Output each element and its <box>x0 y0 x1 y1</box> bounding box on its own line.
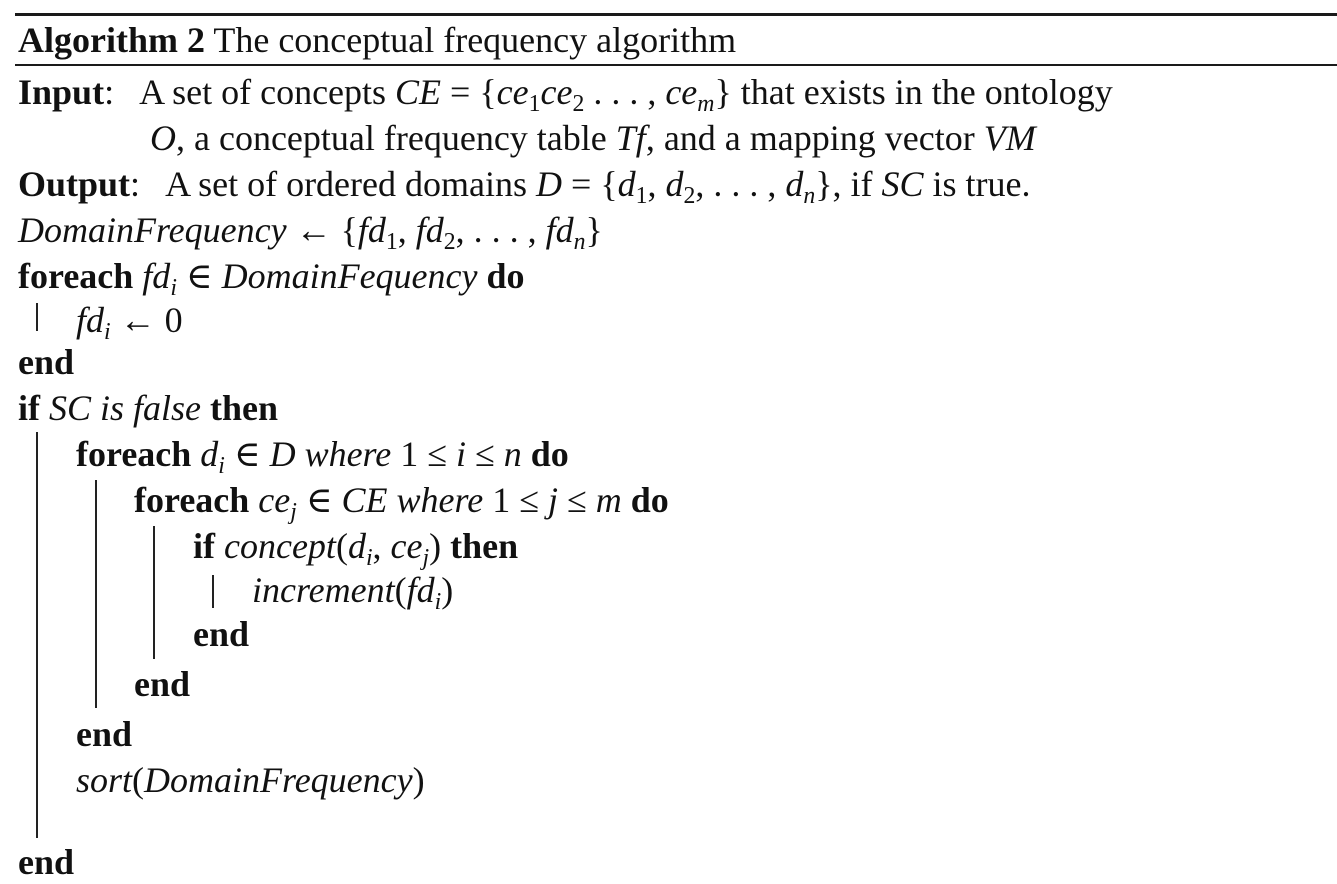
in-symbol: ∈ <box>233 434 261 474</box>
foreach-line-2 <box>76 432 569 480</box>
foreach-line-3 <box>134 478 669 526</box>
sub: i <box>434 589 442 616</box>
input-text-1: , a conceptual frequency table <box>176 118 607 158</box>
sub: m <box>697 91 715 118</box>
ellipsis: , . . . , <box>695 164 786 204</box>
loop-set: DomainFequency <box>221 256 478 296</box>
loop-set: D <box>269 434 296 474</box>
index-var: j <box>547 480 558 520</box>
domain-1: d <box>617 164 636 204</box>
assign-arrow: ← <box>295 210 332 250</box>
brace-close: } <box>815 164 833 204</box>
output-line: Output: A set of ordered domains $D = \{d_1$, $d_2$, . . . , $d_n$}, if SC is true. <box>18 164 1031 210</box>
sub: n <box>803 183 816 210</box>
end-if-2: end <box>193 614 250 654</box>
brace-open: { <box>340 210 358 250</box>
sub: j <box>422 545 430 572</box>
paren-close: ) <box>412 760 425 800</box>
where-text: where <box>304 434 392 474</box>
domain-2: d <box>665 164 684 204</box>
keyword-if: if <box>193 526 215 566</box>
fd-var: fd <box>76 300 105 340</box>
input-keyword: Input <box>18 72 105 112</box>
arg-d: d <box>347 526 366 566</box>
brace-close: } <box>585 210 603 250</box>
in-symbol: ∈ <box>185 256 213 296</box>
sort-line <box>76 758 425 802</box>
equals: = <box>450 72 471 112</box>
keyword-then: then <box>450 526 519 566</box>
block-bar-foreach1 <box>36 303 38 331</box>
concept-fn: concept <box>224 526 336 566</box>
foreach-line-1 <box>18 254 525 302</box>
keyword-do: do <box>630 480 669 520</box>
paren-close: ) <box>429 526 442 566</box>
input-suffix: that exists in the ontology <box>740 72 1113 112</box>
vector-var: VM <box>983 118 1036 158</box>
if-line-2 <box>193 524 519 572</box>
algorithm-caption <box>18 18 736 62</box>
input-line-2 <box>150 116 1036 160</box>
ontology-var: O <box>150 118 176 158</box>
keyword-then: then <box>210 388 279 428</box>
sub: 2 <box>572 91 585 118</box>
end-foreach-2: end <box>76 714 133 754</box>
concept-m: ce <box>665 72 698 112</box>
sub: i <box>104 319 111 346</box>
fd-1: fd <box>357 210 386 250</box>
loop-var: d <box>200 434 219 474</box>
range-lower: 1 ≤ <box>492 480 539 520</box>
loop-var: ce <box>258 480 291 520</box>
output-keyword: Output <box>18 164 131 204</box>
if-condition: SC is false <box>49 388 202 428</box>
sub: 1 <box>385 229 398 256</box>
domain-n: d <box>785 164 804 204</box>
ellipsis: , . . . , <box>455 210 546 250</box>
in-symbol: ∈ <box>305 480 333 520</box>
end-foreach-1: end <box>18 342 75 382</box>
condition-var: SC <box>881 164 924 204</box>
table-var: Tf <box>615 118 646 158</box>
equals: = <box>571 164 592 204</box>
block-bar-if2 <box>212 575 214 608</box>
output-suffix-post: is true. <box>932 164 1031 204</box>
output-suffix-pre: , if <box>832 164 873 204</box>
index-var: i <box>455 434 466 474</box>
fd-n: fd <box>545 210 574 250</box>
concept-1: ce <box>496 72 529 112</box>
input-line-1: Input: A set of concepts CE = {$ce_1ce_2$ . . . , $ce_m$} that exists in the ontology <box>18 72 1113 118</box>
top-rule <box>15 13 1337 16</box>
domain-frequency-var: DomainFrequency <box>18 210 287 250</box>
block-bar-foreach3 <box>153 526 155 659</box>
sub: n <box>573 229 586 256</box>
caption-rule <box>15 64 1337 66</box>
block-bar-foreach2 <box>95 480 97 708</box>
paren-open: ( <box>335 526 348 566</box>
sub: 2 <box>683 183 696 210</box>
sort-fn: sort <box>76 760 133 800</box>
increment-fn: increment <box>252 570 395 610</box>
sub: j <box>290 499 297 526</box>
loop-set: CE <box>341 480 388 520</box>
if-line-1 <box>18 386 278 430</box>
block-bar-if1 <box>36 432 38 838</box>
comma: , <box>372 526 391 566</box>
keyword-foreach: foreach <box>134 480 250 520</box>
assign-arrow: ← <box>119 300 156 340</box>
end-foreach-3: end <box>134 664 191 704</box>
fd-2: fd <box>415 210 444 250</box>
keyword-do: do <box>530 434 569 474</box>
sub: i <box>218 453 225 480</box>
input-prefix: A set of concepts <box>139 72 387 112</box>
range-upper: m <box>595 480 622 520</box>
keyword-do: do <box>486 256 525 296</box>
keyword-if: if <box>18 388 40 428</box>
brace-open: { <box>479 72 497 112</box>
keyword-foreach: foreach <box>18 256 134 296</box>
end-if-1: end <box>18 842 75 882</box>
paren-open: ( <box>394 570 407 610</box>
brace-close: } <box>714 72 732 112</box>
arg-ce: ce <box>390 526 423 566</box>
algorithm-title: The conceptual frequency algorithm <box>213 20 737 60</box>
init-line <box>76 298 183 346</box>
sub: i <box>365 545 373 572</box>
domain-frequency-var: DomainFrequency <box>144 760 413 800</box>
output-prefix: A set of ordered domains <box>165 164 527 204</box>
brace-open: { <box>600 164 618 204</box>
keyword-foreach: foreach <box>76 434 192 474</box>
init-value: 0 <box>164 300 183 340</box>
sub: 2 <box>443 229 456 256</box>
sub: i <box>170 275 177 302</box>
output-var: D <box>536 164 562 204</box>
increment-line <box>252 568 454 616</box>
algorithm-label: Algorithm 2 <box>18 20 205 60</box>
set-ce: CE <box>395 72 442 112</box>
le-symbol: ≤ <box>475 434 495 474</box>
fd-var: fd <box>406 570 435 610</box>
sub: 1 <box>635 183 648 210</box>
assign-line: DomainFrequency ← {$fd_1$, $fd_2$, . . . , $fd_n$} <box>18 210 603 256</box>
range-upper: n <box>503 434 522 474</box>
ellipsis: . . . , <box>584 72 666 112</box>
input-text-2: , and a mapping vector <box>645 118 975 158</box>
where-text: where <box>396 480 484 520</box>
range-lower: 1 ≤ <box>400 434 447 474</box>
paren-close: ) <box>441 570 454 610</box>
le-symbol: ≤ <box>566 480 587 520</box>
concept-2: ce <box>540 72 573 112</box>
loop-var: fd <box>142 256 171 296</box>
sub: 1 <box>528 91 541 118</box>
paren-open: ( <box>132 760 145 800</box>
